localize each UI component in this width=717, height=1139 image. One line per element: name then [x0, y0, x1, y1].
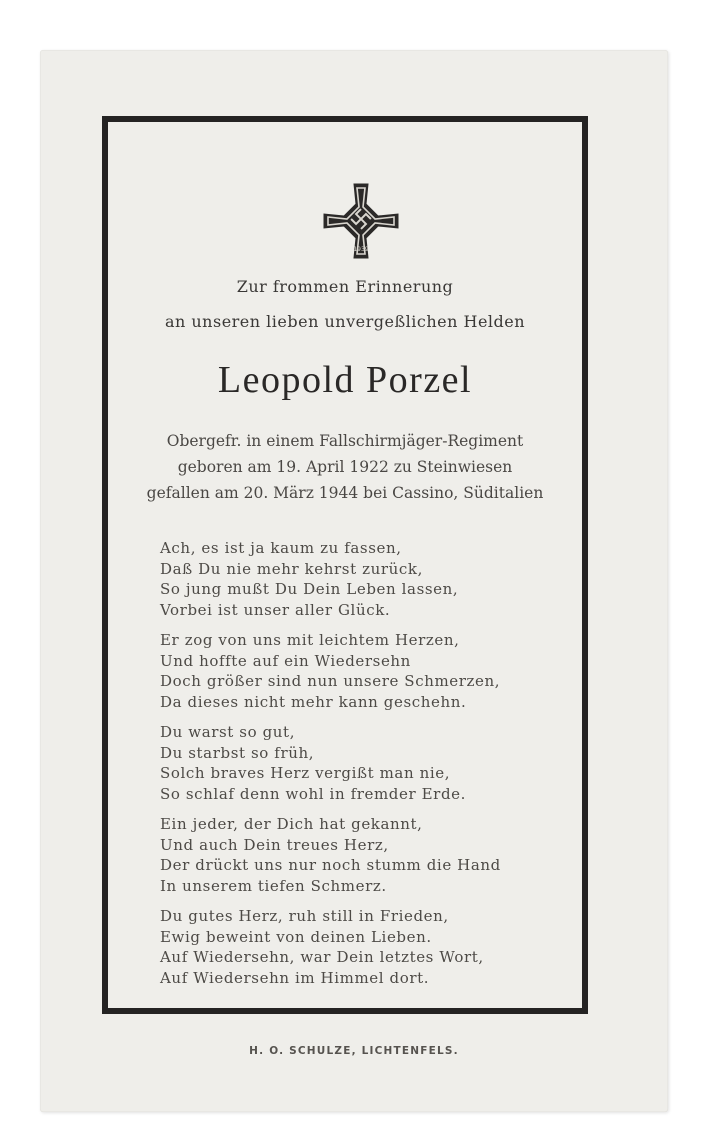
poem-stanza	[160, 722, 580, 804]
poem-line: Vorbei ist unser aller Glück.	[160, 600, 391, 619]
svg-text:1939: 1939	[353, 246, 369, 253]
poem-stanza	[160, 906, 580, 988]
death-line: gefallen am 20. März 1944 bei Cassino, Süditalien	[146, 484, 544, 502]
poem-line: Und hoffte auf ein Wiedersehn	[160, 651, 411, 670]
poem-line: Solch braves Herz vergißt man nie,	[160, 764, 451, 782]
poem-line: Auf Wiedersehn, war Dein letztes Wort,	[160, 948, 484, 966]
poem-line: Ein jeder, der Dich hat gekannt,	[160, 815, 423, 833]
poem-line: Du gutes Herz, ruh still in Frieden,	[160, 907, 449, 925]
poem-line: So schlaf denn wohl in fremder Erde.	[160, 784, 466, 803]
poem-line: Und auch Dein treues Herz,	[160, 835, 389, 854]
iron-cross-icon	[322, 182, 400, 260]
intro-line-1: Zur frommen Erinnerung	[236, 277, 454, 296]
poem-line: Da dieses nicht mehr kann geschehn.	[160, 692, 467, 711]
birth-line: geboren am 19. April 1922 zu Steinwiesen	[177, 458, 513, 476]
memorial-poem	[160, 538, 580, 998]
poem-line: Ewig beweint von deinen Lieben.	[160, 927, 432, 946]
poem-line: Du starbst so früh,	[160, 743, 315, 762]
poem-line: Daß Du nie mehr kehrst zurück,	[160, 559, 423, 578]
memorial-card	[40, 50, 668, 1112]
poem-line: Du warst so gut,	[160, 723, 296, 741]
poem-line: Auf Wiedersehn im Himmel dort.	[160, 968, 430, 987]
poem-line: Er zog von uns mit leichtem Herzen,	[160, 631, 460, 649]
poem-line: Der drückt uns nur noch stumm die Hand	[160, 856, 501, 874]
mourning-border	[102, 116, 588, 1014]
poem-line: Doch größer sind nun unsere Schmerzen,	[160, 672, 501, 690]
intro-line-2: an unseren lieben unvergeßlichen Helden	[164, 312, 526, 331]
poem-line: So jung mußt Du Dein Leben lassen,	[160, 580, 459, 598]
printer-imprint: H. O. SCHULZE, LICHTENFELS.	[249, 1045, 459, 1057]
poem-line: In unserem tiefen Schmerz.	[160, 876, 387, 895]
rank-line: Obergefr. in einem Fallschirmjäger-Regiment	[166, 432, 524, 450]
biographical-details	[108, 428, 582, 506]
poem-stanza	[160, 630, 580, 712]
poem-stanza	[160, 814, 580, 896]
deceased-name: Leopold Porzel	[217, 359, 473, 401]
poem-line: Ach, es ist ja kaum zu fassen,	[160, 539, 402, 557]
poem-stanza	[160, 538, 580, 620]
